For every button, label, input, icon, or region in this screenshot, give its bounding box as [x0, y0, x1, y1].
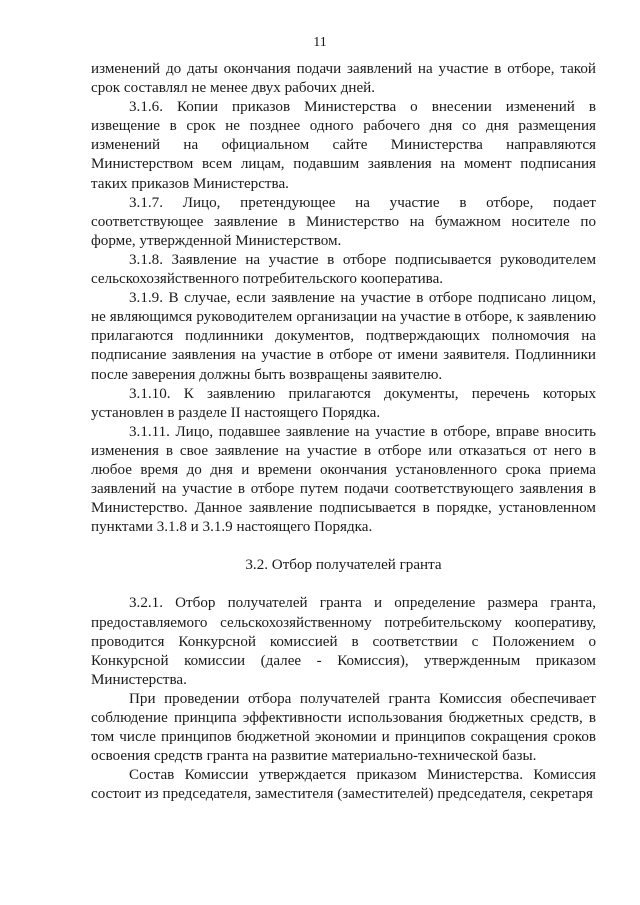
paragraph-3-1-8: 3.1.8. Заявление на участие в отборе подписывается руководителем сельскохозяйственного потребительского кооператива.: [91, 251, 596, 288]
document-body: [91, 60, 596, 804]
paragraph-3-1-11: 3.1.11. Лицо, подавшее заявление на участие в отборе, вправе вносить изменения в свое заявление на участие в отборе или отказаться от него в любое время до дня и времени окончания установленного срока приема заявлений на участие в отборе путем подачи соответствующего заявления в Министерство. Данное заявление подписывается в порядке, установленном пунктами 3.1.8 и 3.1.9 настоящего Порядка.: [91, 423, 596, 536]
paragraph-principle: При проведении отбора получателей гранта Комиссия обеспечивает соблюдение принципа эффективности использования бюджетных средств, в том числе принципов бюджетной экономии и принципов сокращения сроков освоения средств гранта на развитие материально-технической базы.: [91, 690, 596, 765]
paragraph-3-2-1: 3.2.1. Отбор получателей гранта и определение размера гранта, предоставляемого сельскохозяйственному потребительскому кооперативу, проводится Конкурсной комиссией в соответствии с Положением о Конкурсной комиссии (далее - Комиссия), утвержденным приказом Министерства.: [91, 595, 596, 688]
section-heading: 3.2. Отбор получателей гранта: [245, 557, 442, 574]
page-number: 11: [313, 35, 327, 50]
paragraph-3-1-10: 3.1.10. К заявлению прилагаются документы, перечень которых установлен в разделе II настоящего Порядка.: [91, 385, 596, 421]
paragraph-continuation: изменений до даты окончания подачи заявлений на участие в отборе, такой срок составлял не менее двух рабочих дней.: [91, 61, 596, 97]
paragraph-3-1-6: 3.1.6. Копии приказов Министерства о внесении изменений в извещение в срок не позднее одного рабочего дня со дня размещения изменений на официальном сайте Министерства направляются Министерством всем лицам, подавшим заявления на момент подписания таких приказов Министерства.: [91, 99, 596, 192]
paragraph-3-1-7: 3.1.7. Лицо, претендующее на участие в отборе, подает соответствующее заявление в Министерство на бумажном носителе по форме, утвержденной Министерством.: [91, 194, 596, 249]
paragraph-3-1-9: 3.1.9. В случае, если заявление на участие в отборе подписано лицом, не являющимся руководителем организации на участие в отборе, к заявлению прилагаются подлинники документов, подтверждающих полномочия на подписание заявления на участие в отборе от имени заявителя. Подлинники после заверения должны быть возвращены заявителю.: [91, 290, 596, 383]
paragraph-composition: Состав Комиссии утверждается приказом Министерства. Комиссия состоит из председателя, заместителя (заместителей) председателя, секретаря: [91, 767, 596, 803]
